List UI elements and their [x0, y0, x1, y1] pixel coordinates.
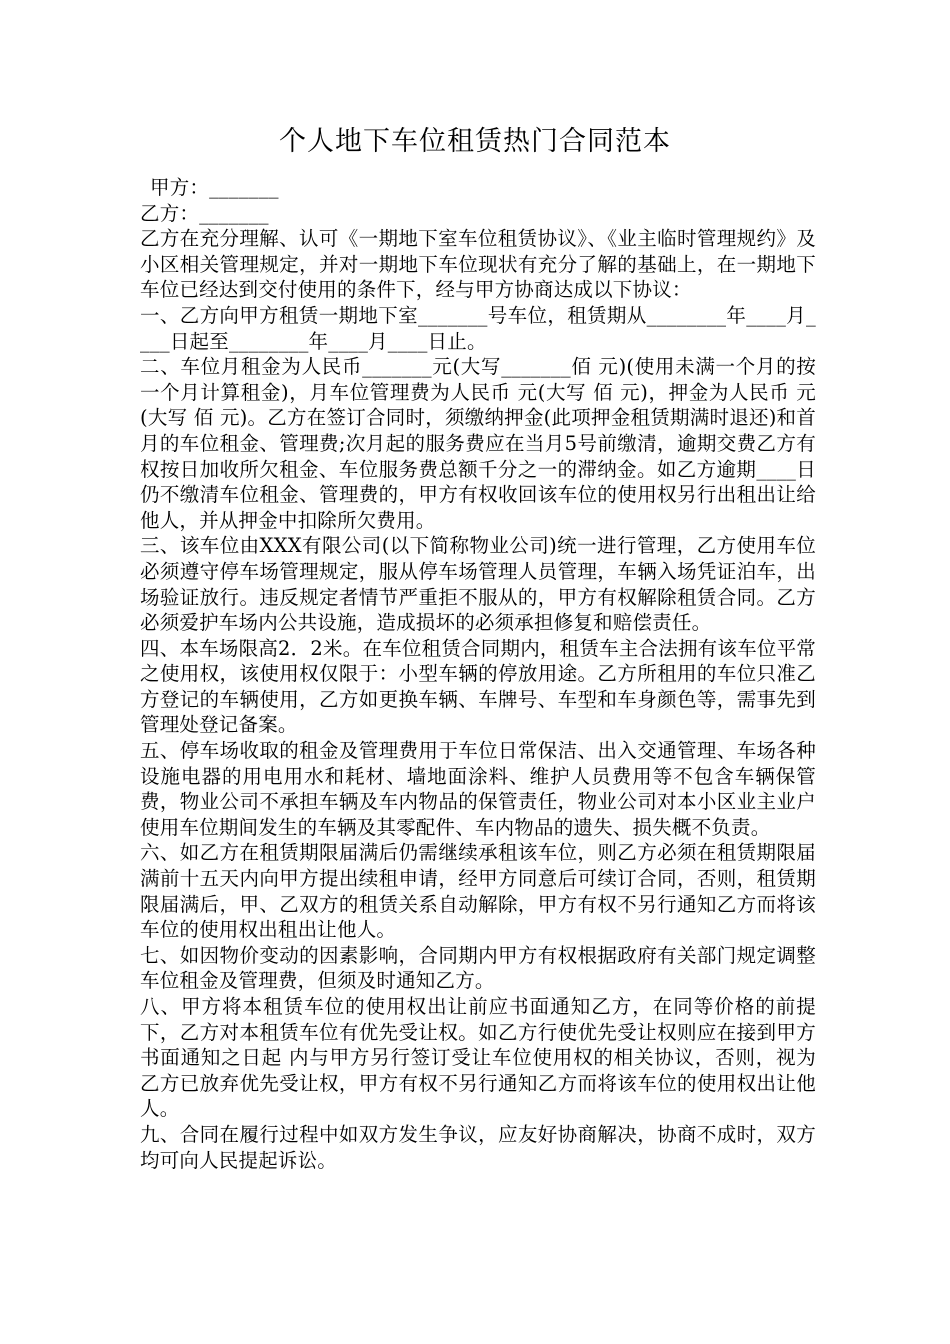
clause-7: 七、如因物价变动的因素影响，合同期内甲方有权根据政府有关部门规定调整车位租金及管理费，但须及时通知乙方。 [140, 943, 816, 993]
clause-2: 二、车位月租金为人民币_______元(大写_______佰 元)(使用未满一个月的按一个月计算租金)，月车位管理费为人民币 元(大写 佰 元)，押金为人民币 元(大写 佰 元)。乙方在签订合同时，须缴纳押金(此项押金租赁期满时退还)和首月的车位租金、管理费;次月起的服务费应在当月5号前缴清，逾期交费乙方有权按日加收所欠租金、车位服务费总额千分之一的滞纳金。如乙方逾期____日仍不缴清车位租金、管理费的，甲方有权收回该车位的使用权另行出租出让给他人，并从押金中扣除所欠费用。 [140, 355, 816, 532]
clause-3: 三、该车位由XXX有限公司(以下简称物业公司)统一进行管理，乙方使用车位必须遵守停车场管理规定，服从停车场管理人员管理，车辆入场凭证泊车，出场验证放行。违反规定者情节严重拒不服从的，甲方有权解除租赁合同。乙方必须爱护车场内公共设施，造成损坏的必须承担修复和赔偿责任。 [140, 534, 816, 635]
contract-body [140, 175, 816, 1173]
document-title: 个人地下车位租赁热门合同范本 [279, 126, 671, 158]
party-b-line: 乙方：_______ [140, 201, 269, 225]
clause-4: 四、本车场限高2．2米。在车位租赁合同期内，租赁车主合法拥有该车位平常之使用权，该使用权仅限于：小型车辆的停放用途。乙方所租用的车位只准乙方登记的车辆使用，乙方如更换车辆、车牌号、车型和车身颜色等，需事先到管理处登记备案。 [140, 636, 816, 737]
clause-9: 九、合同在履行过程中如双方发生争议，应友好协商解决，协商不成时，双方均可向人民提起诉讼。 [140, 1122, 816, 1172]
clause-1: 一、乙方向甲方租赁一期地下室_______号车位，租赁期从________年____月____日起至________年____月____日止。 [140, 303, 816, 353]
clause-8: 八、甲方将本租赁车位的使用权出让前应书面通知乙方，在同等价格的前提下，乙方对本租赁车位有优先受让权。如乙方行使优先受让权则应在接到甲方书面通知之日起 内与甲方另行签订受让车位使用权的相关协议，否则，视为乙方已放弃优先受让权，甲方有权不另行通知乙方而将该车位的使用权出让他人。 [140, 995, 816, 1121]
preamble-paragraph: 乙方在充分理解、认可《一期地下室车位租赁协议》、《业主临时管理规约》及小区相关管理规定，并对一期地下车位现状有充分了解的基础上，在一期地下车位已经达到交付使用的条件下，经与甲方协商达成以下协议： [140, 227, 816, 302]
clause-5: 五、停车场收取的租金及管理费用于车位日常保洁、出入交通管理、车场各种设施电器的用电用水和耗材、墙地面涂料、维护人员费用等不包含车辆保管费，物业公司不承担车辆及车内物品的保管责任，物业公司对本小区业主业户使用车位期间发生的车辆及其零配件、车内物品的遗失、损失概不负责。 [140, 739, 816, 839]
clause-6: 六、如乙方在租赁期限届满后仍需继续承租该车位，则乙方必须在租赁期限届满前十五天内向甲方提出续租申请，经甲方同意后可续订合同，否则，租赁期限届满后，甲、乙双方的租赁关系自动解除，甲方有权不另行通知乙方而将该车位的使用权出租出让他人。 [140, 841, 816, 942]
party-a-line: 甲方：_______ [150, 176, 279, 199]
